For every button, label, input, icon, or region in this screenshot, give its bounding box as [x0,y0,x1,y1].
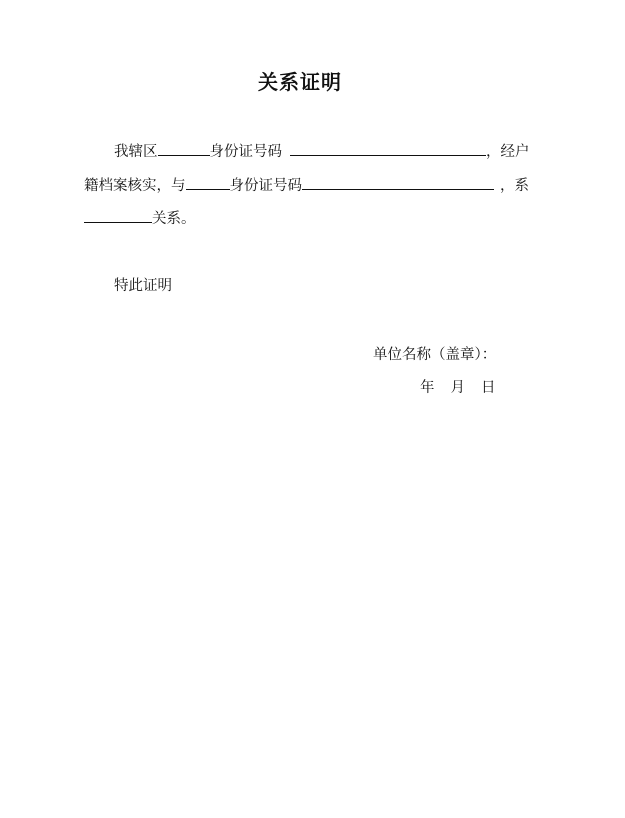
month-label: 月 [450,380,465,396]
relationship-blank[interactable] [84,208,152,223]
organization-seal-label: 单位名称（盖章）： [373,347,497,363]
relative-id-number-blank[interactable] [302,175,494,190]
relation-lead-text: ，系 [500,178,529,194]
relative-name-blank[interactable] [186,175,230,190]
date-line [420,378,496,398]
id-number-label: 身份证号码 [209,144,282,160]
document-title: 关系证明 [258,70,342,94]
closing-statement: 特此证明 [114,278,172,294]
body-line-2 [84,175,529,196]
day-label: 日 [481,380,496,396]
id-number-blank[interactable] [290,141,486,156]
archive-verified-text: 籍档案核实，与 [84,178,186,194]
verification-text: ，经户 [486,144,530,160]
body-line-1 [114,141,530,162]
relative-id-number-label: 身份证号码 [229,178,302,194]
resident-name-blank[interactable] [158,141,210,156]
body-line-3 [84,208,196,229]
jurisdiction-text: 我辖区 [114,144,158,160]
relationship-suffix-text: 关系。 [152,211,196,227]
year-label: 年 [420,380,435,396]
